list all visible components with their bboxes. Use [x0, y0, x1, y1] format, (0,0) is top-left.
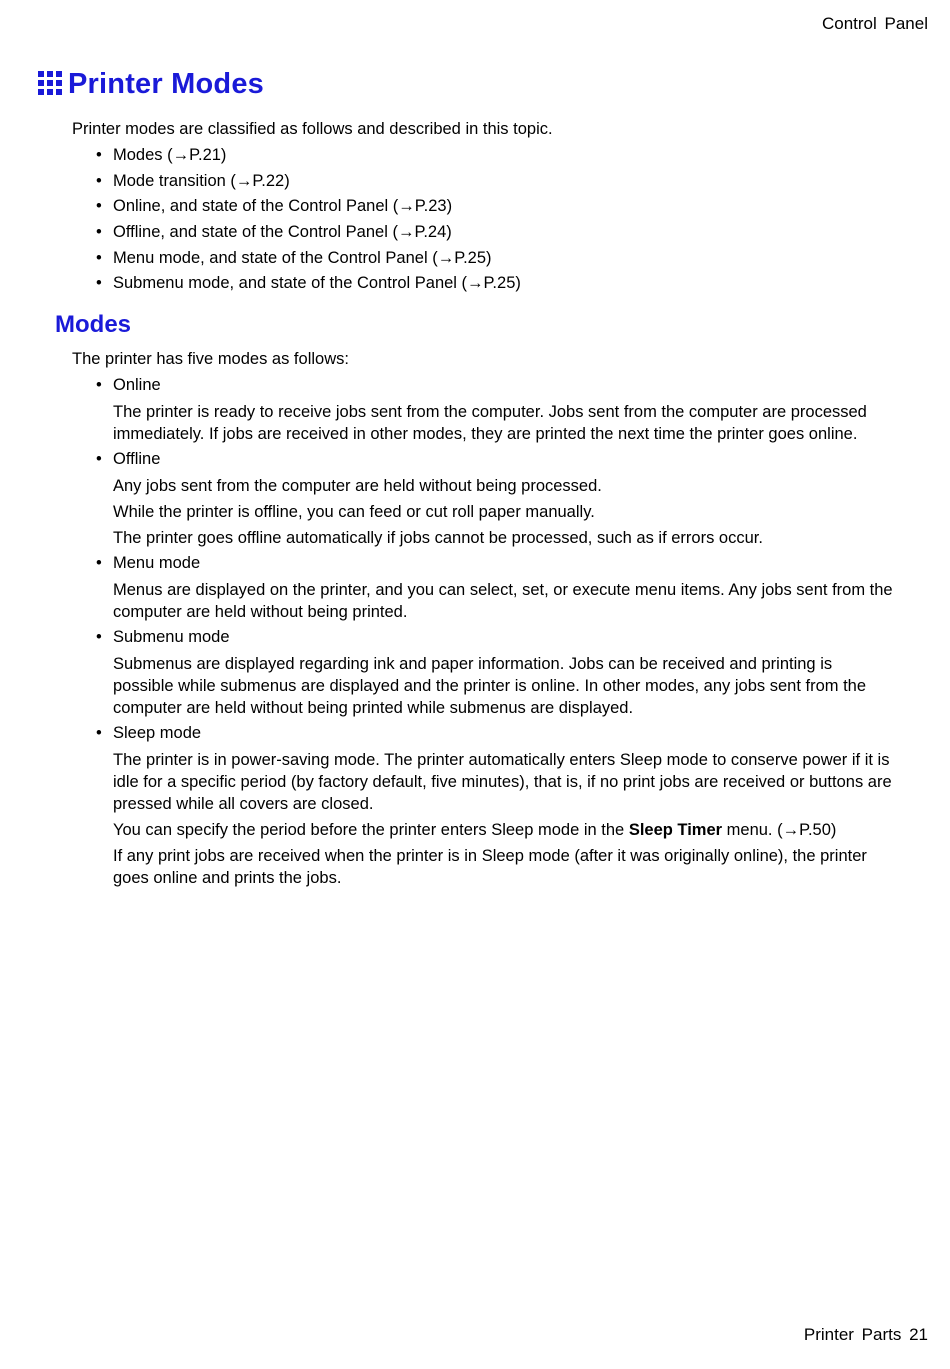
- footer-chapter: Printer Parts: [803, 1325, 902, 1344]
- mode-description: The printer goes offline automatically if jobs cannot be processed, such as if errors occur.: [113, 529, 763, 547]
- mode-item-online: [96, 375, 896, 445]
- bullet-icon: •: [96, 450, 102, 468]
- bullet-icon: •: [96, 274, 102, 293]
- title-row: [38, 68, 264, 101]
- bullet-icon: •: [96, 724, 102, 742]
- mode-name: Submenu mode: [113, 628, 230, 646]
- sleep-timer-menu-name: Sleep Timer: [628, 821, 723, 839]
- topic-list-item: [96, 196, 521, 222]
- page-footer: [804, 1325, 928, 1345]
- topic-link[interactable]: Menu mode, and state of the Control Panel (→P.25): [113, 248, 492, 267]
- topic-list-item: [96, 248, 521, 274]
- topic-list-item: [96, 145, 521, 171]
- bullet-icon: •: [96, 554, 102, 572]
- bullet-icon: •: [96, 223, 102, 242]
- mode-name: Online: [113, 376, 161, 394]
- topic-list-item: [96, 171, 521, 197]
- topic-link[interactable]: Online, and state of the Control Panel (→P.23): [113, 197, 453, 216]
- mode-description: The printer is ready to receive jobs sent from the computer. Jobs sent from the computer are processed immediately. If jobs are received in other modes, they are printed the next time the printer goes online.: [113, 403, 867, 443]
- page-title: Printer Modes: [68, 68, 264, 100]
- bullet-icon: •: [96, 628, 102, 646]
- bullet-icon: •: [96, 376, 102, 394]
- mode-description: While the printer is offline, you can feed or cut roll paper manually.: [113, 503, 595, 521]
- mode-description: The printer is in power-saving mode. The printer automatically enters Sleep mode to conserve power if it is idle for a specific period (by factory default, five minutes), that is, if no print jobs are received or buttons are pressed while all covers are closed.: [113, 751, 892, 813]
- bullet-icon: •: [96, 197, 102, 216]
- mode-item-sleep: [96, 723, 896, 889]
- mode-description: Menus are displayed on the printer, and you can select, set, or execute menu items. Any jobs sent from the computer are held without being printed.: [113, 581, 893, 621]
- bullet-icon: •: [96, 171, 102, 190]
- topic-list-item: [96, 222, 521, 248]
- mode-list: [96, 375, 896, 893]
- modes-intro: The printer has five modes as follows:: [72, 350, 349, 368]
- mode-name: Offline: [113, 450, 161, 468]
- header-section-label: Control Panel: [821, 14, 928, 33]
- sleep-timer-note: You can specify the period before the printer enters Sleep mode in the Sleep Timer menu. (→P.50): [113, 821, 837, 839]
- topic-link[interactable]: Offline, and state of the Control Panel (→P.24): [113, 223, 452, 242]
- bullet-icon: •: [96, 248, 102, 267]
- mode-item-menu: [96, 553, 896, 623]
- bullet-icon: •: [96, 146, 102, 164]
- mode-name: Menu mode: [113, 554, 201, 572]
- topic-link[interactable]: Submenu mode, and state of the Control Panel (→P.25): [113, 274, 521, 293]
- page-number: 21: [909, 1325, 928, 1344]
- intro-text: Printer modes are classified as follows and described in this topic.: [72, 120, 553, 138]
- topic-link[interactable]: Modes (→P.21): [113, 146, 227, 164]
- mode-name: Sleep mode: [113, 724, 202, 742]
- mode-description: Any jobs sent from the computer are held without being processed.: [113, 477, 602, 495]
- topic-list: [96, 145, 521, 299]
- mode-item-offline: [96, 449, 896, 549]
- topic-link[interactable]: Mode transition (→P.22): [113, 171, 290, 190]
- grid-icon: [38, 71, 62, 95]
- mode-description: If any print jobs are received when the printer is in Sleep mode (after it was originally online), the printer goes online and prints the jobs.: [113, 847, 867, 887]
- mode-item-submenu: [96, 627, 896, 719]
- topic-list-item: [96, 273, 521, 299]
- section-title-modes: Modes: [55, 311, 132, 338]
- mode-description: Submenus are displayed regarding ink and paper information. Jobs can be received and printing is possible while submenus are displayed and the printer is online. In other modes, any jobs sent from the computer are held without being printed while submenus are displayed.: [113, 655, 867, 717]
